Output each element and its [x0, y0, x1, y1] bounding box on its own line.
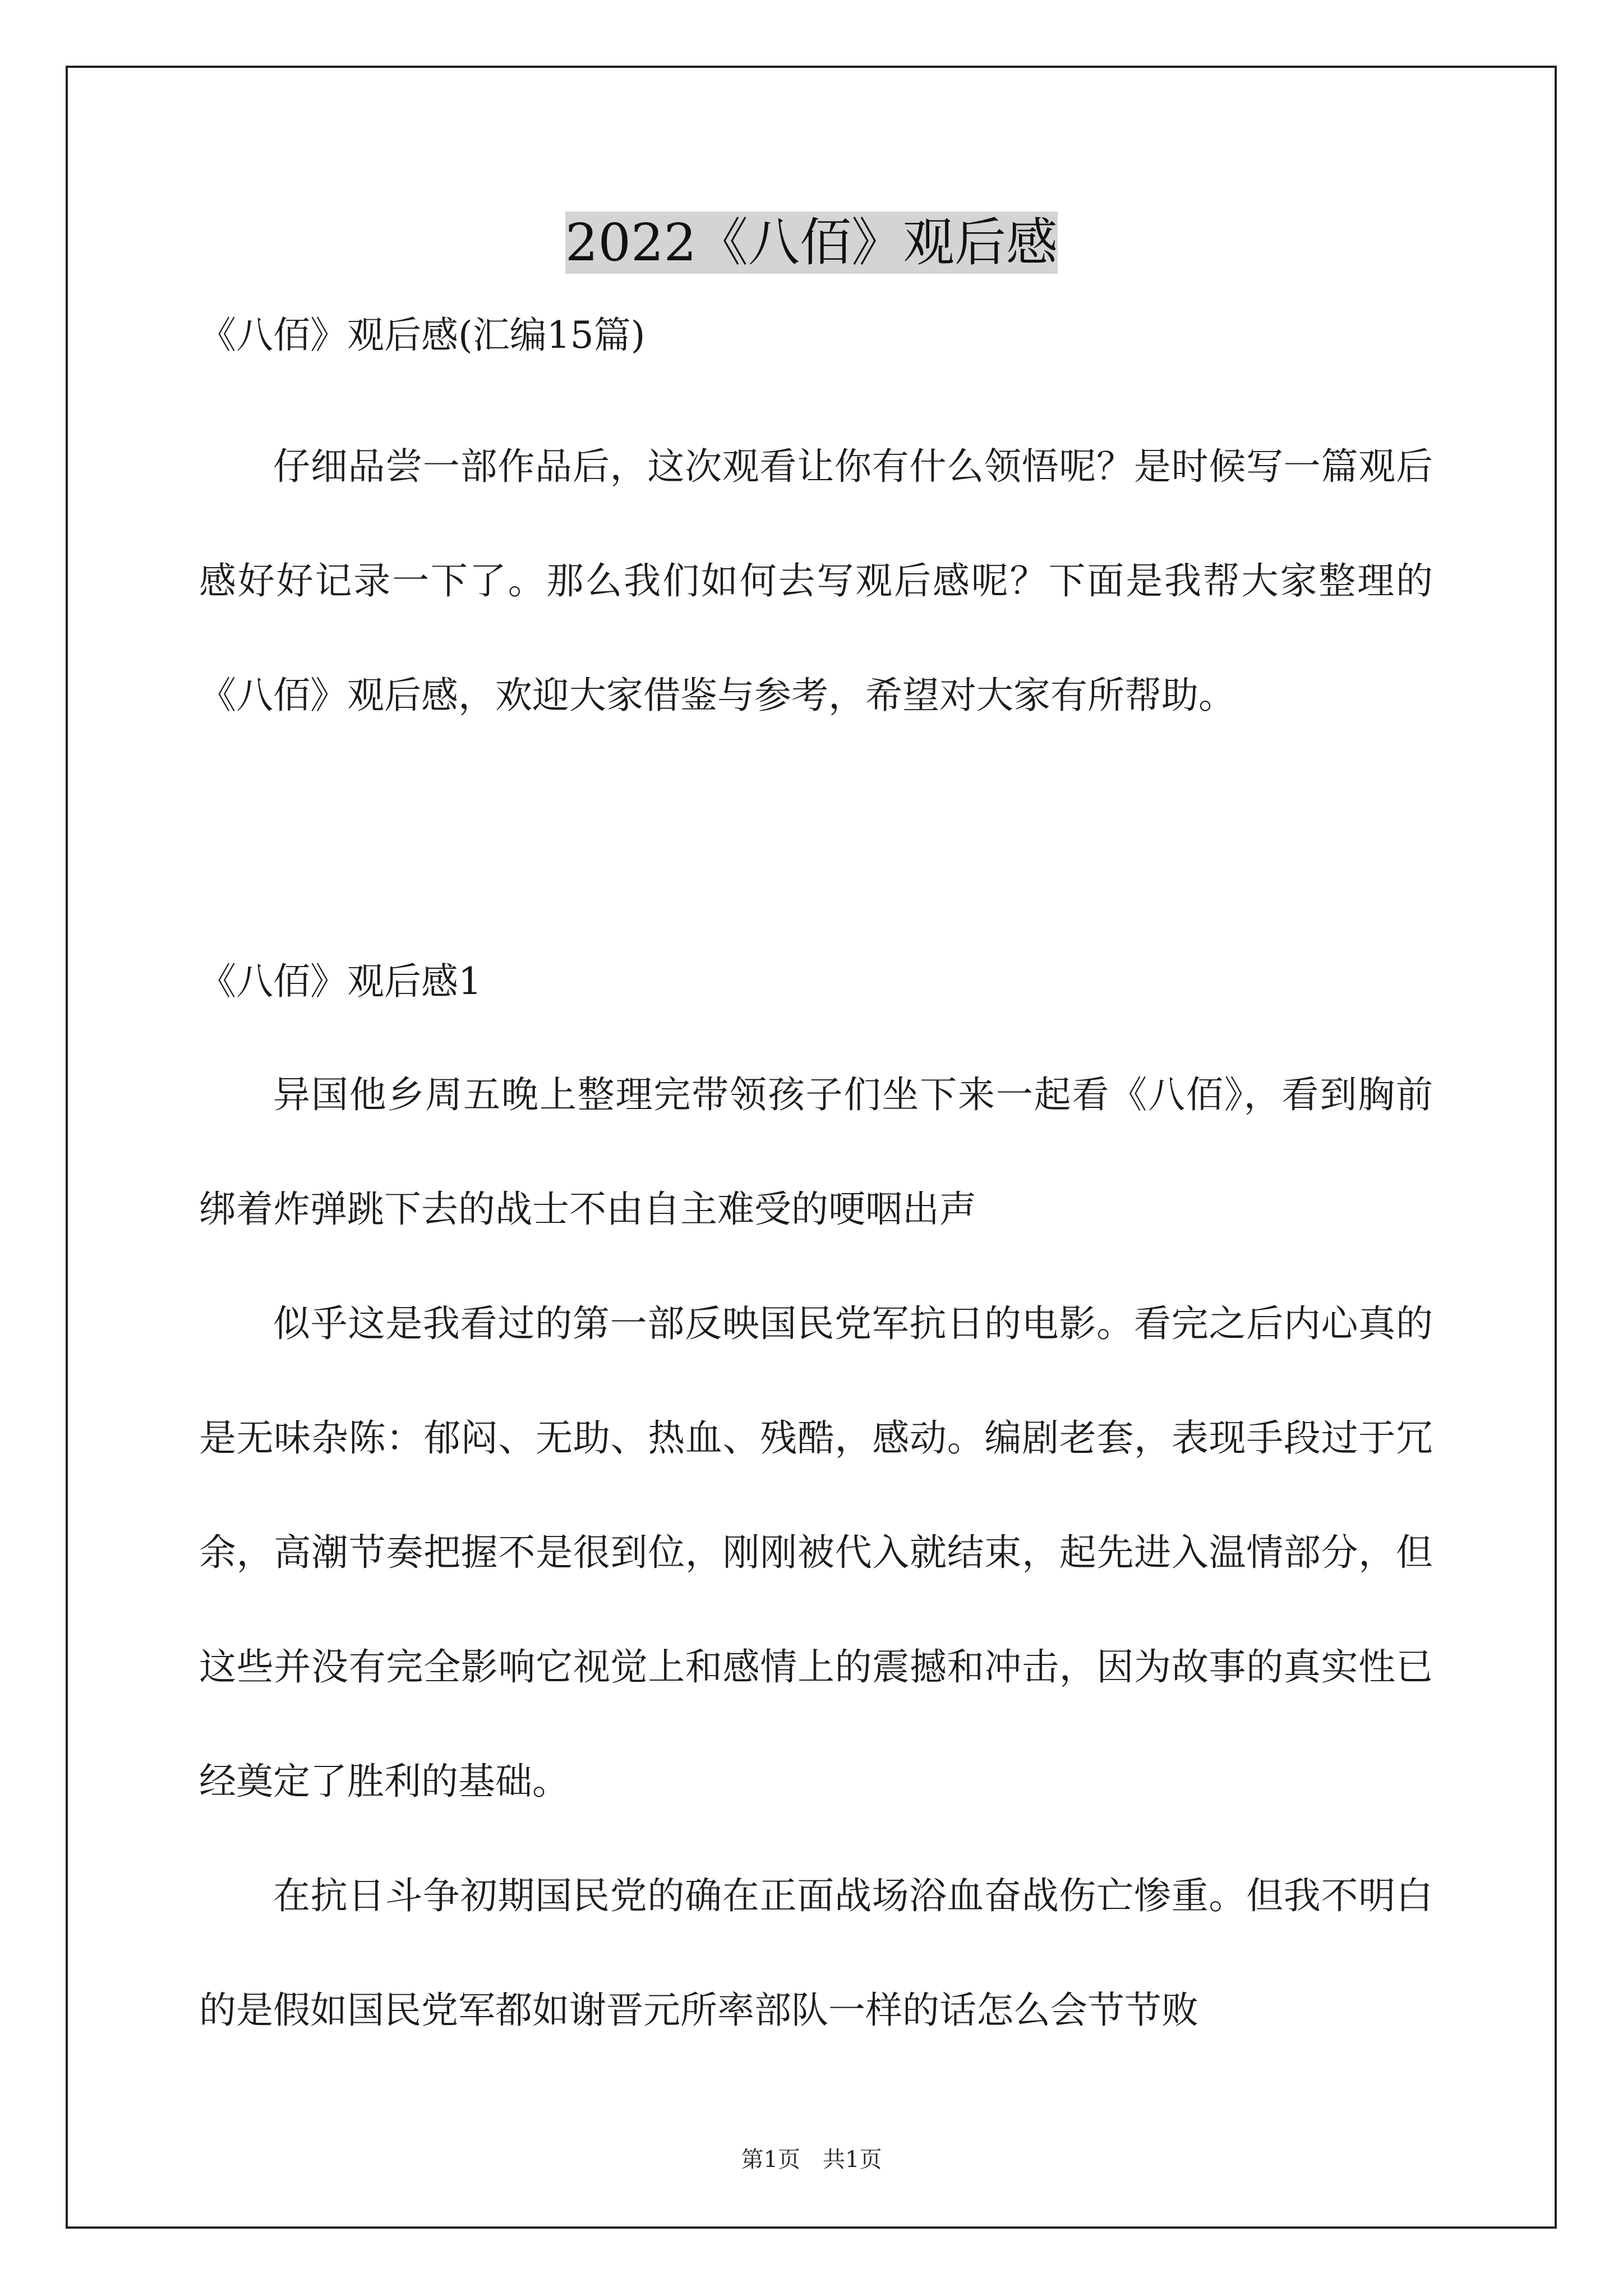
intro-paragraph: 仔细品尝一部作品后，这次观看让你有什么领悟呢？是时候写一篇观后感好好记录一下了。那么我们如何去写观后感呢？下面是我帮大家整理的《八佰》观后感，欢迎大家借鉴与参考，希望对大家有所帮助。 — [199, 445, 1433, 717]
page-footer — [0, 2143, 1623, 2177]
document-subtitle: 《八佰》观后感(汇编15篇) — [199, 314, 645, 357]
document-title — [0, 206, 1623, 279]
page-number: 第1页 共1页 — [741, 2147, 882, 2173]
title-text: 2022《八佰》观后感 — [565, 213, 1058, 273]
body-paragraph: 异国他乡周五晚上整理完带领孩子们坐下来一起看《八佰》，看到胸前绑着炸弹跳下去的战士不由自主难受的哽咽出声 — [199, 1073, 1433, 1231]
body-paragraph: 在抗日斗争初期国民党的确在正面战场浴血奋战伤亡惨重。但我不明白的是假如国民党军都如谢晋元所率部队一样的话怎么会节节败 — [199, 1874, 1433, 2032]
body-paragraph: 似乎这是我看过的第一部反映国民党军抗日的电影。看完之后内心真的是无味杂陈：郁闷、无助、热血、残酷，感动。编剧老套，表现手段过于冗余，高潮节奏把握不是很到位，刚刚被代入就结束，起先进入温情部分，但这些并没有完全影响它视觉上和感情上的震撼和冲击，因为故事的真实性已经奠定了胜利的基础。 — [199, 1302, 1433, 1803]
section-heading: 《八佰》观后感1 — [199, 960, 482, 1003]
